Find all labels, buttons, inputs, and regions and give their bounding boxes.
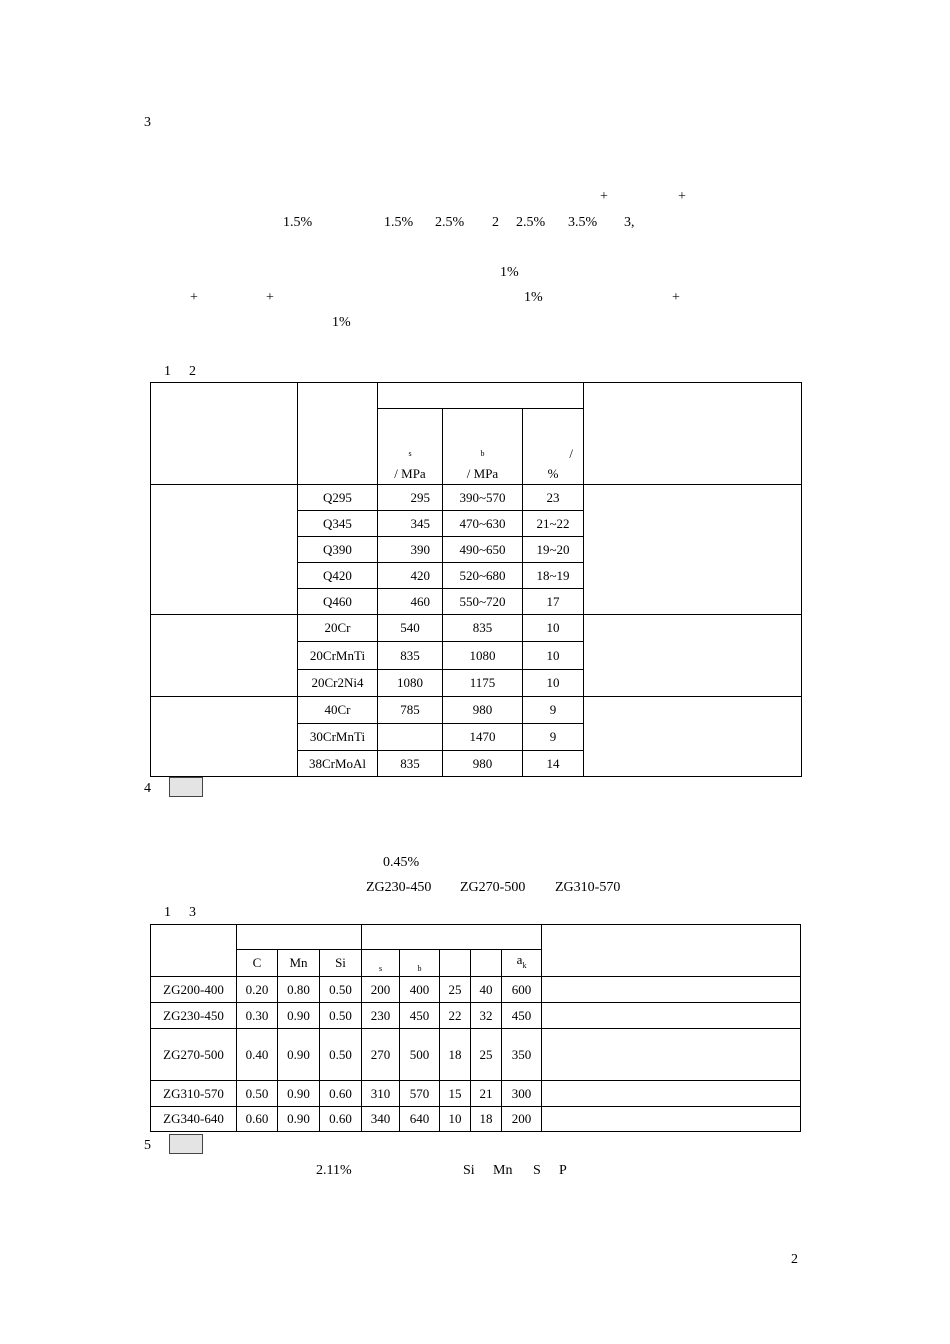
- header-cell: [237, 925, 362, 950]
- value-cell: 40: [471, 977, 502, 1003]
- section-number-5: 5: [144, 1138, 151, 1153]
- subscript-k: k: [522, 961, 527, 970]
- header-cell: [362, 925, 542, 950]
- value-cell: 15: [440, 1081, 471, 1107]
- heading-box: [169, 1134, 203, 1154]
- value-cell: 835: [378, 751, 443, 777]
- note-cell: [542, 1003, 801, 1029]
- header-cell: [584, 383, 802, 485]
- value-cell: 400: [400, 977, 440, 1003]
- value-cell: 450: [400, 1003, 440, 1029]
- note-cell: [542, 1107, 801, 1132]
- value-cell: 550~720: [443, 589, 523, 615]
- header-cell: [542, 925, 801, 977]
- value-cell: 25: [440, 977, 471, 1003]
- value-cell: 0.20: [237, 977, 278, 1003]
- table-row: [151, 977, 801, 1003]
- value-cell: 270: [362, 1029, 400, 1081]
- value-cell: 450: [502, 1003, 542, 1029]
- unit-label: %: [547, 466, 559, 481]
- grade-cell: 38CrMoAl: [298, 751, 378, 777]
- section-number-3: 3: [144, 115, 151, 130]
- percent-value: 1%: [500, 265, 519, 280]
- value-cell: 835: [443, 615, 523, 642]
- note-cell: [584, 615, 802, 697]
- percent-value: 2.5%: [516, 215, 546, 230]
- grade-cell: ZG270-500: [151, 1029, 237, 1081]
- plus-sign: +: [678, 189, 686, 204]
- table-row: [151, 1107, 801, 1132]
- value-cell: 520~680: [443, 563, 523, 589]
- value-cell: 1080: [378, 670, 443, 697]
- table-row: [151, 615, 802, 642]
- slash-mark: /: [569, 446, 574, 461]
- note-cell: [584, 485, 802, 615]
- value-cell: 300: [502, 1081, 542, 1107]
- table-row: [151, 1003, 801, 1029]
- plus-sign: +: [190, 290, 198, 305]
- value-cell: 420: [378, 563, 443, 589]
- header-cell: [298, 383, 378, 485]
- impact-header: [502, 950, 542, 977]
- value-cell: 470~630: [443, 511, 523, 537]
- element-symbol: Mn: [493, 1163, 513, 1178]
- value-cell: 23: [523, 485, 584, 511]
- value-cell: 570: [400, 1081, 440, 1107]
- value-cell: 10: [523, 642, 584, 670]
- tensile-strength-header: [443, 409, 523, 485]
- grade-cell: 20Cr: [298, 615, 378, 642]
- value-cell: 540: [378, 615, 443, 642]
- grade-name: ZG230-450: [366, 880, 432, 895]
- value-cell: 10: [440, 1107, 471, 1132]
- page-number: 2: [791, 1252, 798, 1267]
- grade-cell: ZG340-640: [151, 1107, 237, 1132]
- value-cell: 10: [523, 615, 584, 642]
- number-value: 2: [492, 215, 499, 230]
- value-cell: 0.60: [320, 1107, 362, 1132]
- category-cell: [151, 485, 298, 615]
- table-row: [151, 1029, 801, 1081]
- value-cell: 500: [400, 1029, 440, 1081]
- value-cell: 340: [362, 1107, 400, 1132]
- plus-sign: +: [672, 290, 680, 305]
- note-cell: [542, 977, 801, 1003]
- table2-caption-number: 3: [189, 905, 196, 920]
- yield-strength-header: [362, 950, 400, 977]
- subscript-s: s: [378, 964, 383, 973]
- header-cell: [151, 925, 237, 977]
- yield-strength-header: [378, 409, 443, 485]
- element-symbol: Si: [463, 1163, 475, 1178]
- table-row: [151, 1081, 801, 1107]
- header-cell: [471, 950, 502, 977]
- value-cell: 0.40: [237, 1029, 278, 1081]
- percent-value: 1%: [524, 290, 543, 305]
- value-cell: 25: [471, 1029, 502, 1081]
- grade-cell: Q390: [298, 537, 378, 563]
- grade-cell: 40Cr: [298, 697, 378, 724]
- element-symbol: S: [533, 1163, 541, 1178]
- manganese-header: Mn: [278, 950, 320, 977]
- percent-value: 2.5%: [435, 215, 465, 230]
- value-cell: 0.50: [320, 1003, 362, 1029]
- value-cell: 18: [471, 1107, 502, 1132]
- value-cell: 0.50: [237, 1081, 278, 1107]
- value-cell: 980: [443, 751, 523, 777]
- value-cell: 10: [523, 670, 584, 697]
- value-cell: 980: [443, 697, 523, 724]
- value-cell: 18: [440, 1029, 471, 1081]
- category-cell: [151, 615, 298, 697]
- value-cell: 0.60: [237, 1107, 278, 1132]
- grade-cell: ZG310-570: [151, 1081, 237, 1107]
- table1-caption-number: 2: [189, 364, 196, 379]
- grade-cell: Q295: [298, 485, 378, 511]
- value-cell: 0.80: [278, 977, 320, 1003]
- carbon-header: C: [237, 950, 278, 977]
- number-value: 3,: [624, 215, 635, 230]
- grade-name: ZG310-570: [555, 880, 621, 895]
- note-cell: [584, 697, 802, 777]
- value-cell: 22: [440, 1003, 471, 1029]
- table1-caption-chapter: 1: [164, 364, 171, 379]
- percent-value: 3.5%: [568, 215, 598, 230]
- value-cell: 200: [362, 977, 400, 1003]
- value-cell: 21: [471, 1081, 502, 1107]
- elongation-header: [523, 409, 584, 485]
- category-cell: [151, 697, 298, 777]
- grade-cell: Q420: [298, 563, 378, 589]
- subscript-s: s: [408, 449, 412, 458]
- value-cell: [378, 724, 443, 751]
- value-cell: 350: [502, 1029, 542, 1081]
- cast-steel-table: [150, 924, 801, 1132]
- subscript-b: b: [480, 449, 485, 458]
- value-cell: 19~20: [523, 537, 584, 563]
- value-cell: 200: [502, 1107, 542, 1132]
- value-cell: 835: [378, 642, 443, 670]
- header-cell: [440, 950, 471, 977]
- percent-value: 1%: [332, 315, 351, 330]
- value-cell: 390~570: [443, 485, 523, 511]
- value-cell: 21~22: [523, 511, 584, 537]
- percent-value: 1.5%: [384, 215, 414, 230]
- value-cell: 0.90: [278, 1003, 320, 1029]
- value-cell: 0.30: [237, 1003, 278, 1029]
- percent-value: 0.45%: [383, 855, 420, 870]
- header-cell: [151, 383, 298, 485]
- unit-label: / MPa: [394, 466, 426, 481]
- value-cell: 310: [362, 1081, 400, 1107]
- value-cell: 785: [378, 697, 443, 724]
- subscript-b: b: [417, 964, 422, 973]
- grade-cell: 30CrMnTi: [298, 724, 378, 751]
- value-cell: 0.50: [320, 977, 362, 1003]
- value-cell: 460: [378, 589, 443, 615]
- silicon-header: Si: [320, 950, 362, 977]
- value-cell: 345: [378, 511, 443, 537]
- section-number-4: 4: [144, 781, 151, 796]
- value-cell: 32: [471, 1003, 502, 1029]
- value-cell: 17: [523, 589, 584, 615]
- grade-cell: 20CrMnTi: [298, 642, 378, 670]
- value-cell: 0.90: [278, 1029, 320, 1081]
- grade-cell: Q460: [298, 589, 378, 615]
- table-row: [151, 485, 802, 511]
- value-cell: 295: [378, 485, 443, 511]
- tensile-strength-header: [400, 950, 440, 977]
- value-cell: 9: [523, 724, 584, 751]
- unit-label: / MPa: [466, 466, 499, 481]
- value-cell: 0.60: [320, 1081, 362, 1107]
- value-cell: 0.50: [320, 1029, 362, 1081]
- impact-symbol: a: [516, 952, 523, 967]
- value-cell: 390: [378, 537, 443, 563]
- value-cell: 0.90: [278, 1107, 320, 1132]
- value-cell: 1470: [443, 724, 523, 751]
- grade-name: ZG270-500: [460, 880, 526, 895]
- percent-value: 1.5%: [283, 215, 313, 230]
- value-cell: 14: [523, 751, 584, 777]
- plus-sign: +: [600, 189, 608, 204]
- value-cell: 230: [362, 1003, 400, 1029]
- value-cell: 1080: [443, 642, 523, 670]
- grade-cell: ZG230-450: [151, 1003, 237, 1029]
- element-symbol: P: [559, 1163, 567, 1178]
- note-cell: [542, 1029, 801, 1081]
- value-cell: 490~650: [443, 537, 523, 563]
- value-cell: 1175: [443, 670, 523, 697]
- grade-cell: 20Cr2Ni4: [298, 670, 378, 697]
- heading-box: [169, 777, 203, 797]
- steel-properties-table: [150, 382, 802, 777]
- value-cell: 640: [400, 1107, 440, 1132]
- table-row: [151, 697, 802, 724]
- percent-value: 2.11%: [316, 1163, 352, 1178]
- value-cell: 0.90: [278, 1081, 320, 1107]
- value-cell: 600: [502, 977, 542, 1003]
- grade-cell: Q345: [298, 511, 378, 537]
- grade-cell: ZG200-400: [151, 977, 237, 1003]
- header-cell: [378, 383, 584, 409]
- table2-caption-chapter: 1: [164, 905, 171, 920]
- value-cell: 9: [523, 697, 584, 724]
- value-cell: 18~19: [523, 563, 584, 589]
- plus-sign: +: [266, 290, 274, 305]
- note-cell: [542, 1081, 801, 1107]
